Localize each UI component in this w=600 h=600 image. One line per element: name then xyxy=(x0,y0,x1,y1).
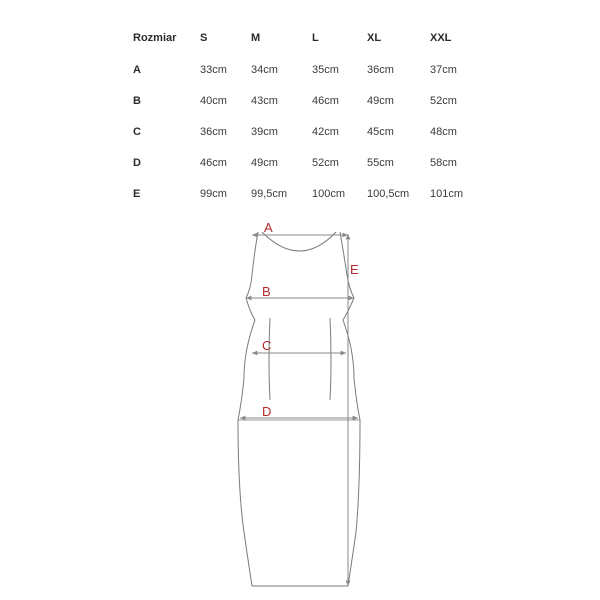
table-cell: 33cm xyxy=(200,64,227,76)
measure-label-c: C xyxy=(262,338,272,353)
dress-left-side xyxy=(238,298,255,586)
table-cell: 45cm xyxy=(367,126,394,138)
measure-label-d: D xyxy=(262,404,272,419)
header-size-xl: XL xyxy=(367,32,382,44)
table-cell: 52cm xyxy=(430,95,457,107)
table-cell: 101cm xyxy=(430,188,464,200)
table-cell: 46cm xyxy=(200,157,227,169)
table-cell: 36cm xyxy=(367,64,394,76)
table-cell: 100,5cm xyxy=(367,188,410,200)
table-cell: 100cm xyxy=(312,188,346,200)
table-cell: 43cm xyxy=(251,95,278,107)
measure-label-e: E xyxy=(350,262,359,277)
table-cell: 52cm xyxy=(312,157,339,169)
row-label-b: B xyxy=(133,95,141,107)
measure-label-b: B xyxy=(262,284,271,299)
table-cell: 46cm xyxy=(312,95,339,107)
table-cell: 55cm xyxy=(367,157,394,169)
size-table xyxy=(0,0,600,210)
table-cell: 58cm xyxy=(430,157,457,169)
table-cell: 39cm xyxy=(251,126,278,138)
row-label-e: E xyxy=(133,188,141,200)
header-size-m: M xyxy=(251,32,261,44)
dress-left-dart xyxy=(269,318,270,400)
table-cell: 42cm xyxy=(312,126,339,138)
header-size-l: L xyxy=(312,32,319,44)
row-label-c: C xyxy=(133,126,141,138)
dress-left-strap xyxy=(246,232,258,298)
header-rozmiar: Rozmiar xyxy=(133,32,177,44)
table-cell: 99,5cm xyxy=(251,188,288,200)
table-cell: 35cm xyxy=(312,64,339,76)
table-cell: 48cm xyxy=(430,126,457,138)
dress-outline xyxy=(238,232,360,586)
table-cell: 49cm xyxy=(367,95,394,107)
header-size-xxl: XXL xyxy=(430,32,452,44)
header-size-s: S xyxy=(200,32,208,44)
row-label-a: A xyxy=(133,64,141,76)
dress-right-side xyxy=(343,298,360,586)
dress-right-dart xyxy=(330,318,331,400)
table-cell: 34cm xyxy=(251,64,278,76)
dress-measurement-diagram xyxy=(0,210,600,600)
measure-label-a: A xyxy=(264,220,273,235)
measurement-lines xyxy=(240,234,358,586)
table-cell: 99cm xyxy=(200,188,227,200)
table-cell: 36cm xyxy=(200,126,227,138)
table-cell: 40cm xyxy=(200,95,227,107)
dress-outline-svg xyxy=(0,210,600,600)
table-cell: 49cm xyxy=(251,157,278,169)
table-cell: 37cm xyxy=(430,64,457,76)
row-label-d: D xyxy=(133,157,141,169)
